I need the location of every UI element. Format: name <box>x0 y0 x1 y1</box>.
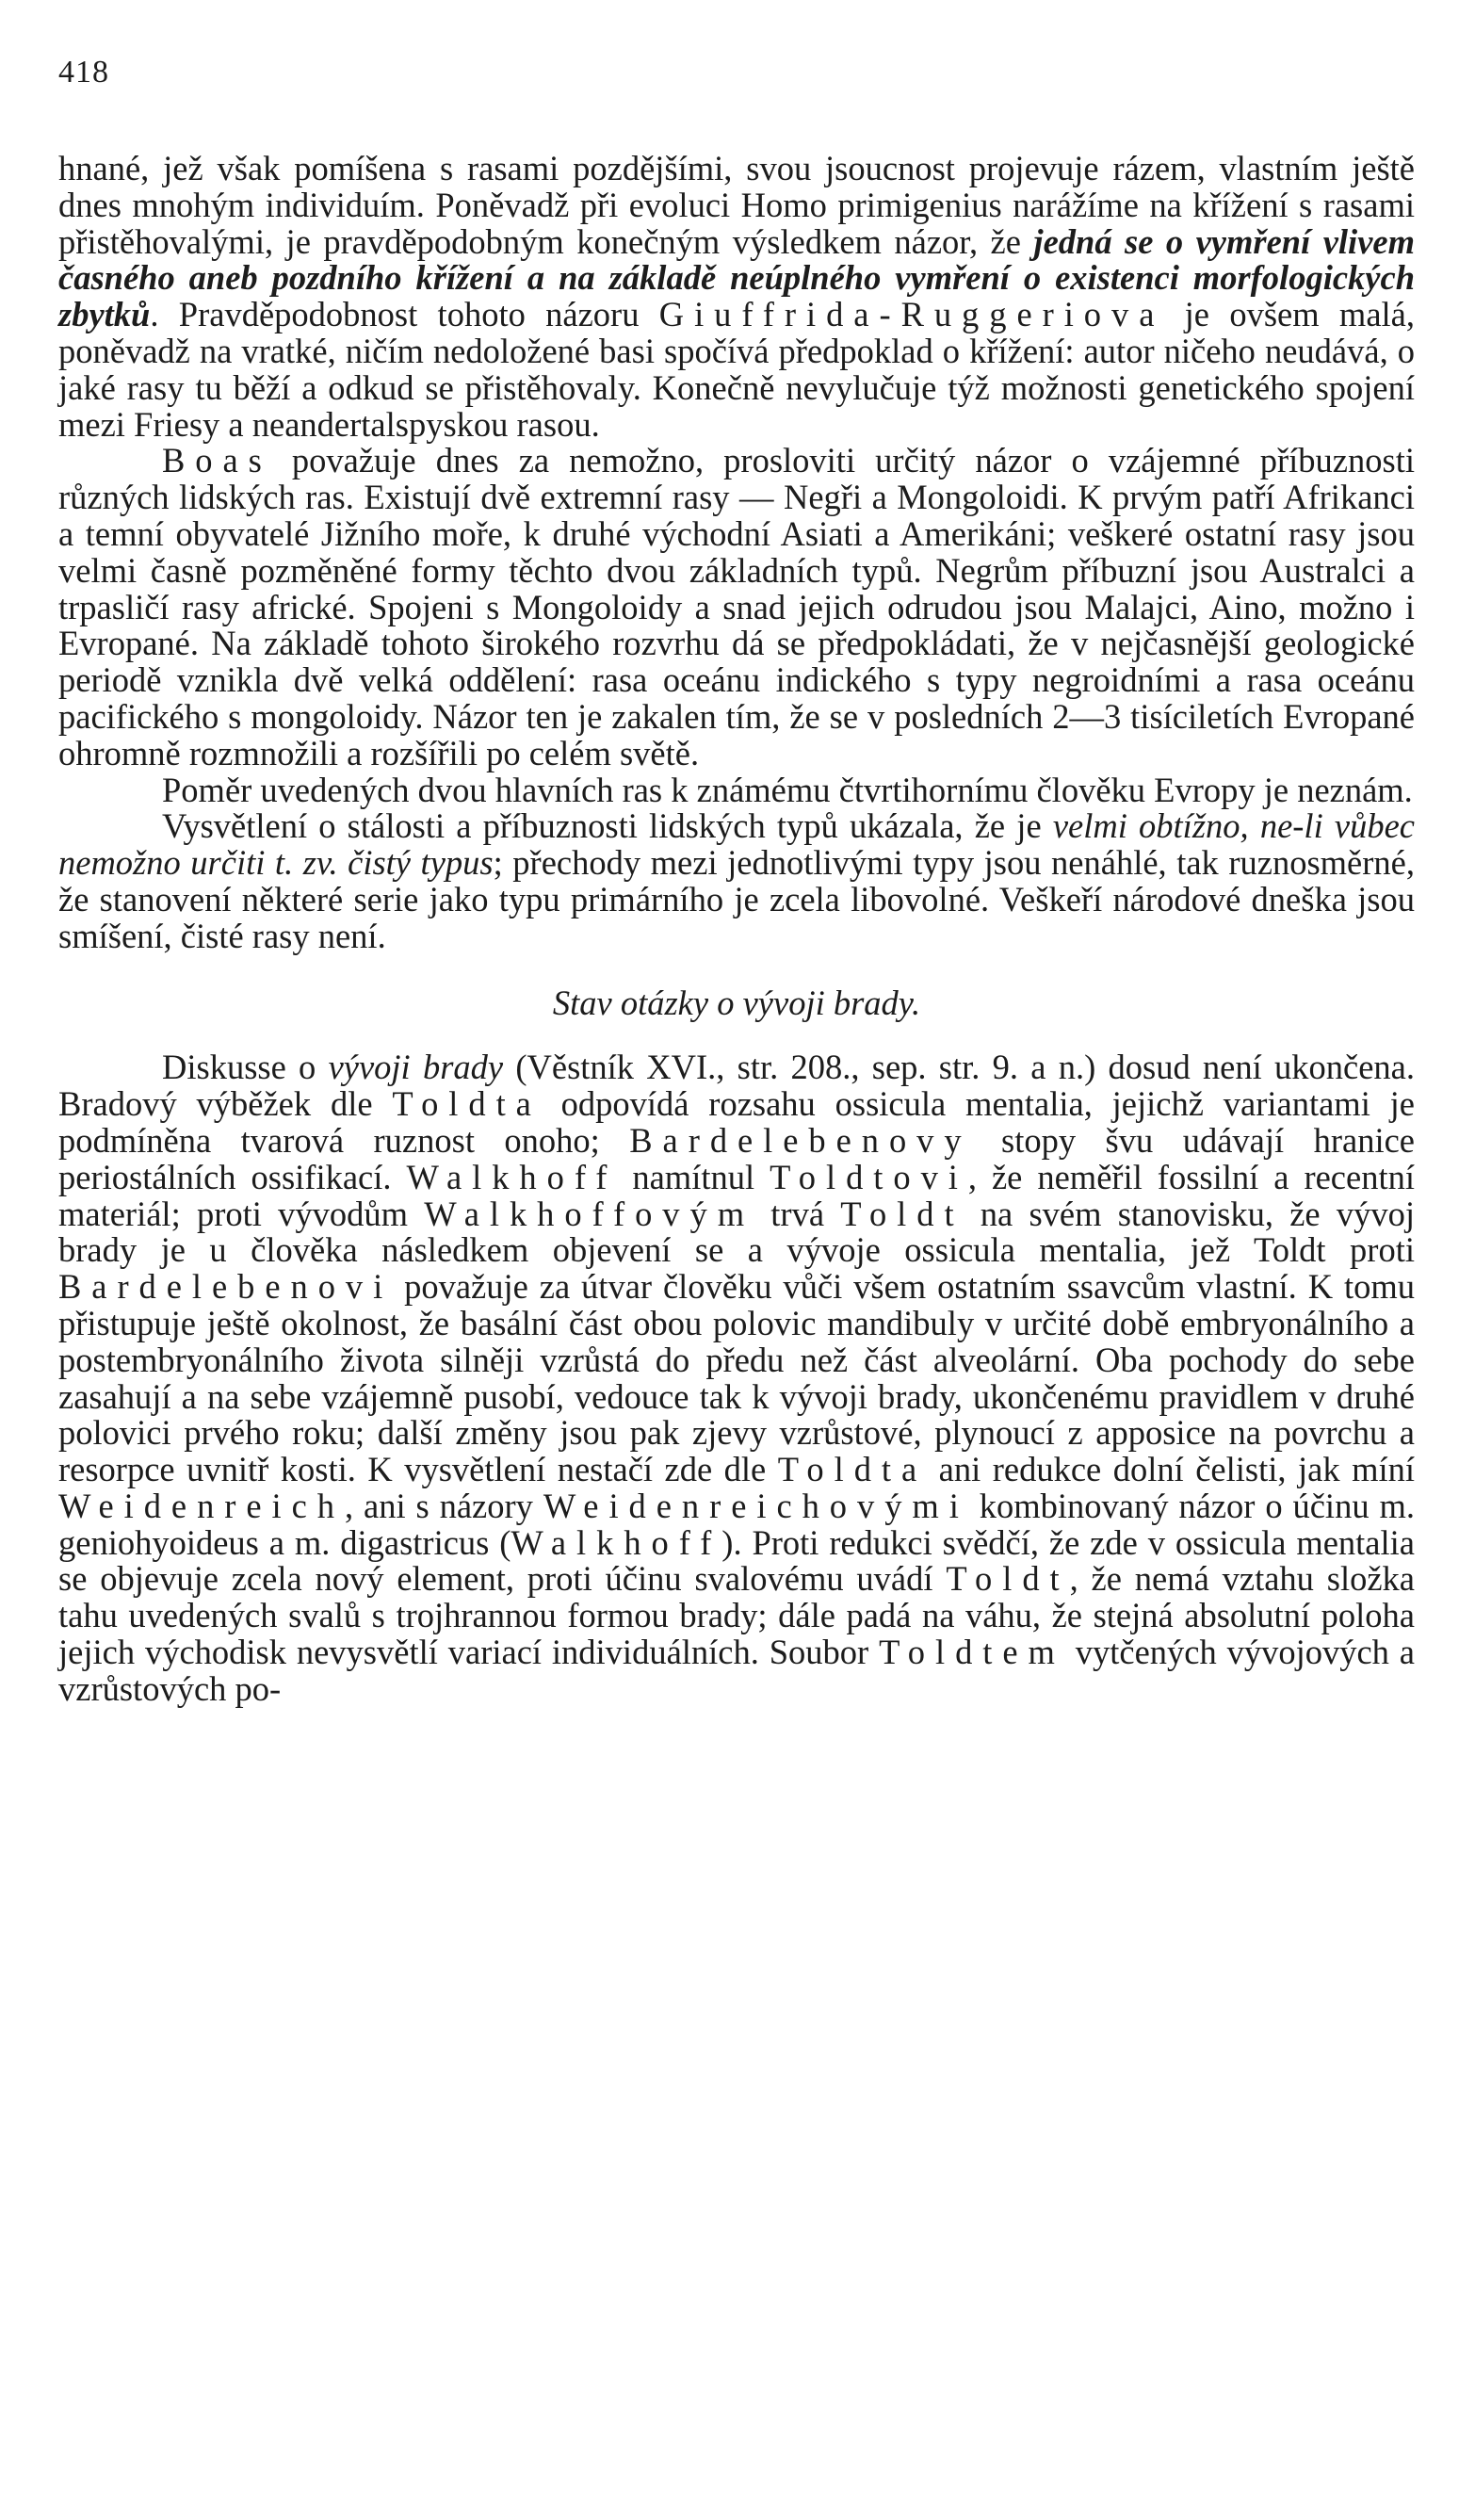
text-run: Poměr uvedených dvou hlavních ras k známému čtvrtihornímu člověku Evropy je neznám. <box>162 770 1413 809</box>
author-name: Toldt <box>840 1194 964 1233</box>
author-name: Walkhoff <box>511 1522 722 1562</box>
author-name: Boas <box>162 441 272 480</box>
emphasis-run: vývoji brady <box>328 1048 504 1087</box>
author-name: Toldtem <box>879 1633 1065 1672</box>
author-name: Bardelebenovy <box>629 1120 972 1160</box>
text-run: vytčených vývojových a vzrůstových po- <box>58 1633 1415 1708</box>
text-run: ). Proti redukci svědčí, že zde v ossicula mentalia se objevuje zcela nový element, proti účinu svalovému uvádí <box>58 1522 1415 1599</box>
paragraph-1 <box>58 151 1415 443</box>
paragraph-4 <box>58 808 1415 954</box>
author-name: Giuffrida-Ruggeriova <box>658 295 1165 334</box>
text-run: Vysvětlení o stálosti a příbuznosti lidských typů ukázala, že je <box>162 806 1053 846</box>
text-run: , ani s názory <box>344 1486 543 1525</box>
text-run: stopy švu udávají hranice periostálních ossifikací. <box>58 1120 1415 1196</box>
author-name: Toldta <box>392 1084 542 1124</box>
emphasis-run: jedná se o vymření vlivem časného aneb pozdního křížení a na základě neúplného vymření o existenci morfologických zbytků <box>58 221 1415 334</box>
body-text <box>58 151 1415 1708</box>
text-run: je ovšem malá, poněvadž na vratké, ničím nedoložené basi spočívá předpoklad o křížení: autor ničeho neudává, o jaké rasy tu běží a odkud se přistěhovaly. Konečně nevylučuje týž možnosti genetického spojení mezi Friesy a neandertalspyskou rasou. <box>58 295 1415 444</box>
author-name: Weidenreichovými <box>543 1486 969 1525</box>
text-run: ani redukce dolní čelisti, jak míní <box>927 1450 1415 1489</box>
paragraph-3 <box>58 772 1415 809</box>
text-run: ; přechody mezi jednotlivými typy jsou nenáhlé, tak ruznosměrné, že stanovení některé serie jako typu primárního je zcela libovolné. Veškeří národové dneška jsou smíšení, čisté rasy není. <box>58 843 1415 955</box>
text-run: považuje za útvar člověku vůči všem ostatním ssavcům vlastní. K tomu přistupuje ještě okolnost, že basální část obou polovic mandibuly v určité době embryonálního a postembryonálního života silněji vzrůstá do předu než část alveolární. Oba pochody do sebe zasahují a na sebe vzájemně pusobí, vedouce tak k vývoji brady, ukončenému pravidlem v druhé polovici prvého roku; další změny jsou pak zjevy vzrůstové, plynoucí z apposice na povrchu a resorpce uvnitř kosti. K vysvětlení nestačí zde dle <box>58 1267 1415 1489</box>
paragraph-2 <box>58 443 1415 772</box>
text-run: kombinovaný názor o účinu m. geniohyoideus a m. digastricus ( <box>58 1486 1415 1562</box>
text-run: odpovídá rozsahu ossicula mentalia, jejichž variantami je podmíněna tvarová ruznost onoho; <box>58 1084 1415 1160</box>
text-run: , že nemá vztahu složka tahu uvedených svalů s trojhrannou formou brady; dále padá na váhu, že stejná absolutní poloha jejich východisk nevysvětlí variací individuálních. Soubor <box>58 1559 1415 1672</box>
author-name: Bardelebenovi <box>58 1267 394 1307</box>
author-name: Weidenreich <box>58 1486 345 1525</box>
author-name: Walkhoffovým <box>424 1194 755 1233</box>
text-run: . Pravděpodobnost tohoto názoru <box>150 295 659 334</box>
author-name: Toldta <box>777 1450 928 1489</box>
text-run: namítnul <box>617 1157 770 1196</box>
author-name: Toldtovi <box>770 1157 968 1196</box>
text-run: hnané, jež však pomíšena s rasami pozdějšími, svou jsoucnost projevuje rázem, vlastním ještě dnes mnohým individuím. Poněvadž při evoluci Homo primigenius narážíme na křížení s rasami přistěhovalými, je pravděpodobným konečným výsledkem názor, že <box>58 149 1415 261</box>
text-run: (Věstník XVI., str. 208., sep. str. 9. a n.) dosud není ukončena. Bradový výběžek dle <box>58 1048 1415 1124</box>
text-run: považuje dnes za nemožno, prosloviti určitý názor o vzájemné příbuznosti různých lidských ras. Existují dvě extremní rasy — Negři a Mongoloidi. K prvým patří Afrikanci a temní obyvatelé Jižního moře, k druhé východní Asiati a Amerikáni; veškeré ostatní rasy jsou velmi časně pozměněné formy těchto dvou základních typů. Negrům příbuzní jsou Australci a trpasličí rasy africké. Spojeni s Mongoloidy a snad jejich odrudou jsou Malajci, Aino, možno i Evropané. Na základě tohoto širokého rozvrhu dá se předpokládati, že v nejčasnější geologické periodě vznikla dvě velká oddělení: rasa oceánu indického s typy negroidními a rasa oceánu pacifického s mongoloidy. Názor ten je zakalen tím, že se v posledních 2—3 tisíciletích Evropané ohromně rozmnožili a rozšířili po celém světě. <box>58 441 1415 772</box>
author-name: Walkhoff <box>406 1157 618 1196</box>
page-number: 418 <box>58 55 109 89</box>
text-run: na svém stanovisku, že vývoj brady je u člověka následkem objevení se a vývoje ossicula mentalia, jež Toldt proti <box>58 1194 1415 1270</box>
author-name: Toldt <box>946 1559 1070 1599</box>
paragraph-5 <box>58 1049 1415 1707</box>
text-run: trvá <box>754 1194 841 1233</box>
text-run: , že neměřil fossilní a recentní materiál; proti vývodům <box>58 1157 1415 1233</box>
emphasis-run: velmi obtížno, ne-li vůbec nemožno určiti t. zv. čistý typus <box>58 806 1415 883</box>
section-heading: Stav otázky o vývoji brady. <box>552 983 921 1022</box>
text-run: Diskusse o <box>162 1048 329 1087</box>
